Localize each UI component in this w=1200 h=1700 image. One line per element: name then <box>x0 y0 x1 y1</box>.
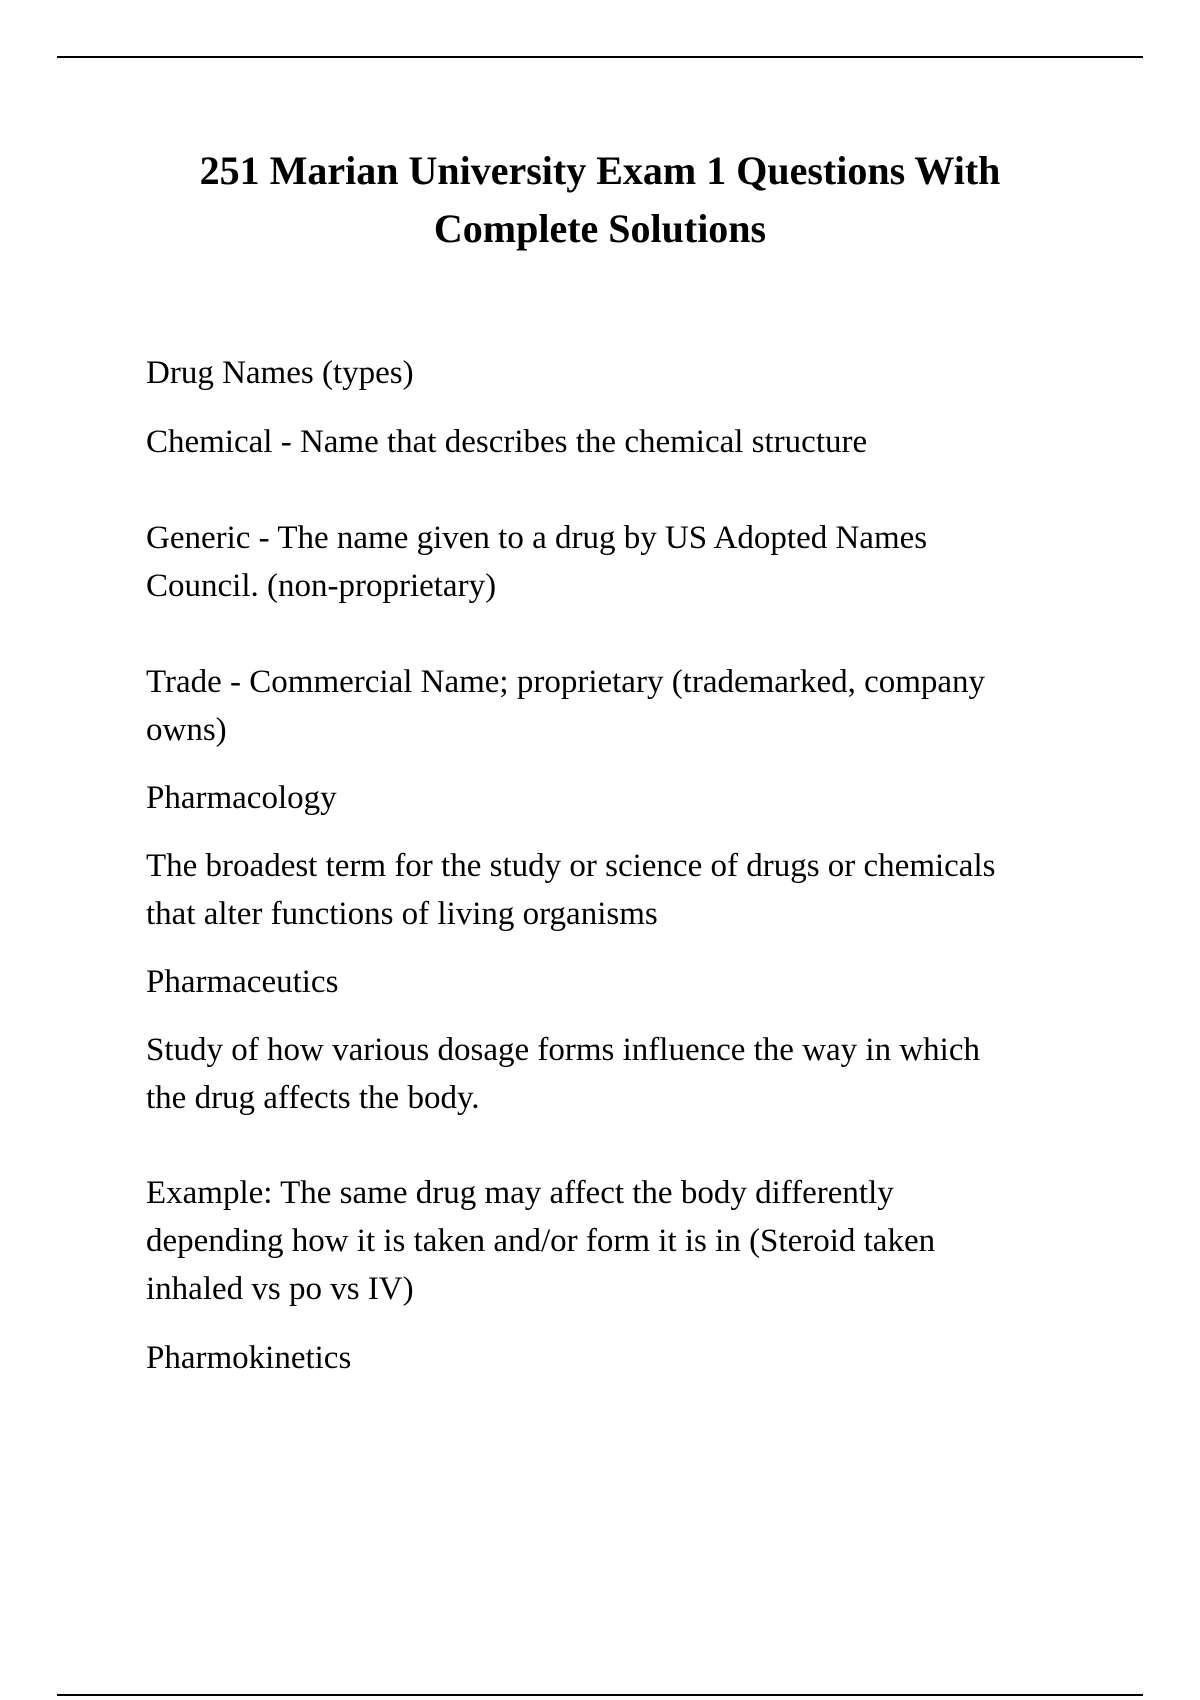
definition-trade <box>146 658 1096 754</box>
definition-pharmaceutics-line-2: the drug affects the body. <box>146 1080 480 1116</box>
definition-trade-line-2: owns) <box>146 712 227 748</box>
term-pharmacology: Pharmacology <box>146 780 337 816</box>
example-pharmaceutics <box>146 1169 1096 1313</box>
term-drug-names: Drug Names (types) <box>146 355 414 391</box>
example-line-2: depending how it is taken and/or form it is in (Steroid taken <box>146 1223 936 1259</box>
title-line-1: 251 Marian University Exam 1 Questions With <box>199 148 1001 193</box>
example-line-1: Example: The same drug may affect the body differently <box>146 1175 894 1211</box>
definition-pharmaceutics <box>146 1026 1096 1122</box>
example-line-3: inhaled vs po vs IV) <box>146 1271 414 1307</box>
term-pharmaceutics: Pharmaceutics <box>146 964 339 1000</box>
definition-trade-line-1: Trade - Commercial Name; proprietary (trademarked, company <box>146 664 986 700</box>
definition-pharmacology <box>146 842 1096 938</box>
definition-pharmaceutics-line-1: Study of how various dosage forms influence the way in which <box>146 1032 980 1068</box>
term-pharmokinetics: Pharmokinetics <box>146 1340 352 1376</box>
definition-chemical: Chemical - Name that describes the chemical structure <box>146 424 868 460</box>
definition-generic-line-2: Council. (non-proprietary) <box>146 568 497 604</box>
definition-pharmacology-line-1: The broadest term for the study or science of drugs or chemicals <box>146 848 996 884</box>
definition-generic <box>146 514 1096 610</box>
title-line-2: Complete Solutions <box>433 206 767 251</box>
document-title <box>100 142 1100 258</box>
top-rule <box>57 56 1143 58</box>
definition-generic-line-1: Generic - The name given to a drug by US Adopted Names <box>146 520 928 556</box>
definition-pharmacology-line-2: that alter functions of living organisms <box>146 896 658 932</box>
bottom-rule <box>57 1694 1143 1696</box>
